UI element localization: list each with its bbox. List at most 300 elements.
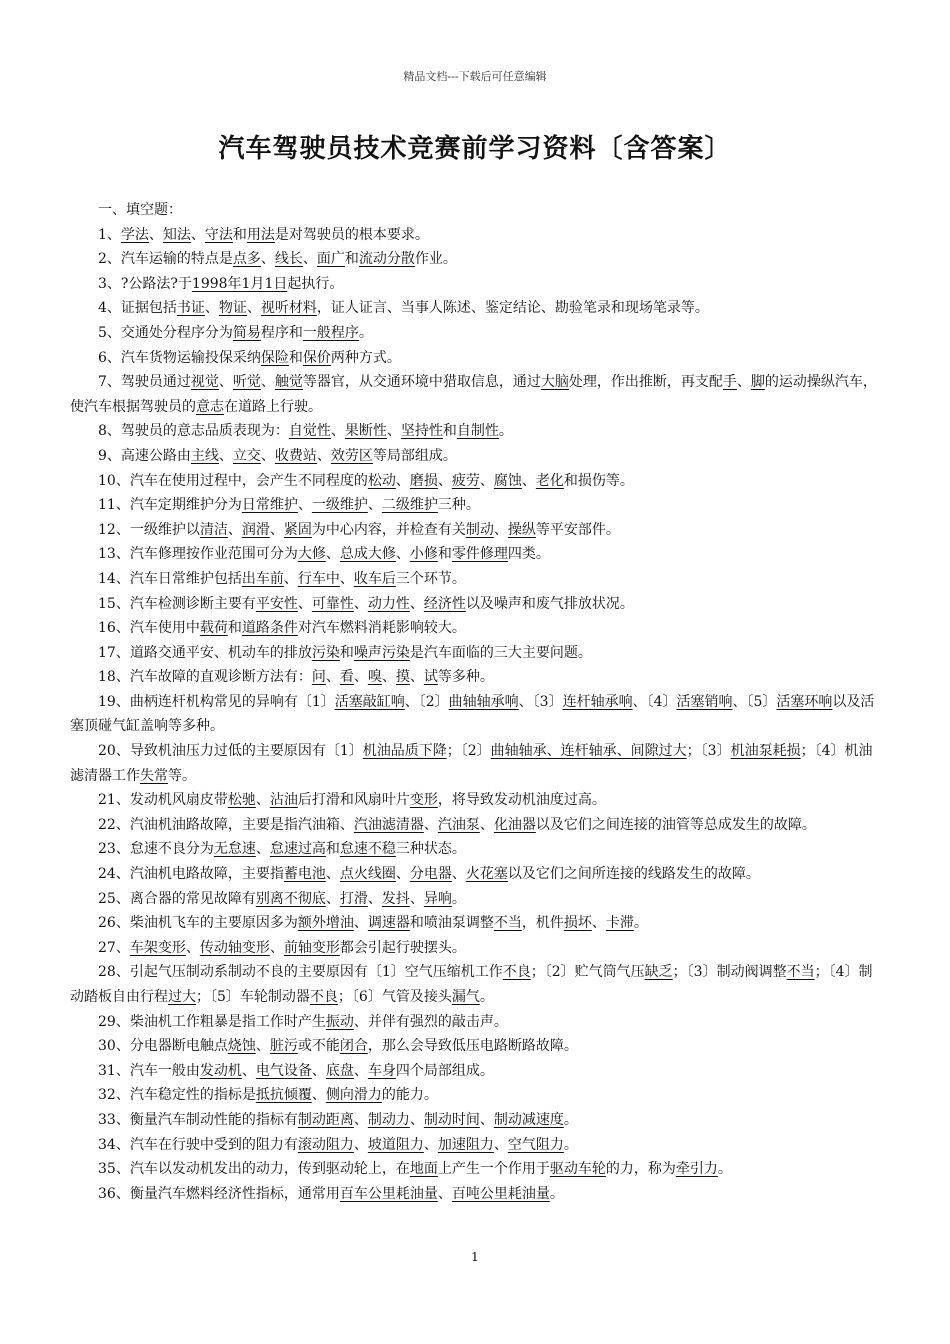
question-text: 的力，称为 — [605, 1161, 676, 1178]
question-text: 和 — [232, 226, 247, 243]
answer-text: 大修 — [297, 546, 326, 563]
answer-text: 闭合 — [339, 1038, 368, 1055]
question-item — [70, 1133, 885, 1158]
question-text: 四类。 — [507, 546, 550, 563]
question-text: 。 — [717, 1161, 732, 1178]
question-text: 以及它们之间所连接的线路发生的故障。 — [507, 866, 760, 883]
question-text: 、 — [325, 890, 340, 907]
question-text: 33、衡量汽车制动性能的指标有 — [98, 1111, 298, 1128]
page-number: 1 — [471, 1250, 479, 1264]
answer-text: 流动分散 — [358, 251, 415, 268]
answer-text: 漏气 — [451, 989, 480, 1005]
answer-text: 振动 — [325, 1013, 354, 1030]
question-text: 、 — [297, 497, 312, 514]
question-text: 、 — [241, 1062, 256, 1079]
question-item — [70, 1108, 885, 1133]
answer-text: 1998年1月1日 — [191, 275, 288, 292]
answer-text: 试 — [423, 669, 438, 686]
question-text: 、 — [255, 1038, 270, 1055]
question-text: 、 — [316, 447, 331, 464]
answer-text: 百吨公里耗油量 — [451, 1185, 550, 1202]
question-text: ，那么会导致低压电路断路故障。 — [367, 1038, 578, 1055]
answer-text: 活塞环响 — [776, 693, 833, 710]
question-text: 13、汽车修理按作业范围可分为 — [98, 546, 298, 563]
question-text: 、 — [451, 866, 466, 883]
answer-text: 电气设备 — [255, 1062, 312, 1079]
question-item — [70, 469, 885, 494]
question-text: 、 — [255, 841, 270, 858]
question-item — [70, 837, 885, 862]
question-text: 4、证据包括 — [98, 300, 177, 317]
question-text: 。 — [563, 1136, 578, 1153]
question-text: 32、汽车稳定性的指标是 — [98, 1087, 256, 1104]
question-text: 后打滑和风扇叶片 — [297, 792, 410, 809]
answer-text: 一般程序 — [302, 324, 359, 341]
question-text: 、 — [311, 1062, 326, 1079]
answer-text: 触觉 — [274, 374, 303, 391]
question-text: 以及它们之间连接的油管等总成发生的故障。 — [535, 816, 816, 833]
answer-text: 车架变形 — [129, 939, 186, 956]
question-text: 35、汽车以发动机发出的动力，传到驱动轮上，在 — [98, 1161, 410, 1178]
answer-text: 化油器 — [493, 816, 536, 833]
answer-text: 机油品质下降 — [362, 743, 447, 760]
question-text: 等平安部件。 — [535, 521, 620, 538]
answer-text: 汽油滤清器 — [353, 816, 424, 833]
answer-text: 不良 — [502, 964, 531, 981]
question-item — [70, 1059, 885, 1084]
question-text: 三个环节。 — [395, 570, 466, 587]
answer-text: 问 — [311, 669, 326, 686]
question-text: 、 — [246, 300, 261, 317]
answer-text: 动力性 — [367, 595, 410, 612]
answer-text: 主线 — [190, 447, 219, 464]
question-text: 6、汽车货物运输投保采纳 — [98, 349, 261, 366]
question-text: 、 — [353, 1136, 368, 1153]
question-text: ；〔2〕贮气筒气压 — [530, 964, 645, 981]
answer-text: 驱动车轮 — [549, 1161, 606, 1178]
question-text: 等。 — [168, 767, 196, 784]
answer-text: 视听材料 — [260, 300, 317, 317]
question-text: 、〔3〕 — [518, 693, 563, 710]
question-text: 、 — [493, 1136, 508, 1153]
question-text: 、 — [353, 669, 368, 686]
question-item — [70, 247, 885, 272]
answer-text: 无怠速 — [213, 841, 256, 858]
answer-text: 收费站 — [274, 447, 317, 464]
question-text: 等局部组成。 — [372, 447, 457, 464]
answer-text: 加速阻力 — [437, 1136, 494, 1153]
answer-text: 物证 — [218, 300, 247, 317]
question-text: 14、汽车日常维护包括 — [98, 570, 242, 587]
answer-text: 发抖 — [381, 890, 410, 907]
question-text: 、 — [493, 521, 508, 538]
question-text: 、 — [185, 939, 200, 956]
question-text: 、 — [297, 595, 312, 612]
answer-text: 蓄电池 — [283, 866, 326, 883]
question-text: 、 — [311, 1087, 326, 1104]
question-text: 、 — [353, 915, 368, 932]
answer-text: 一级维护 — [311, 497, 368, 514]
answer-text: 自制性 — [456, 423, 499, 440]
answer-text: 平安性 — [255, 595, 298, 612]
question-text: 、并伴有强烈的敲击声。 — [353, 1013, 508, 1030]
answer-text: 损坏 — [563, 915, 592, 932]
question-text: 25、离合器的常见故障有 — [98, 890, 256, 907]
question-text: 等多种。 — [437, 669, 494, 686]
question-text: 10、汽车在使用过程中，会产生不同程度的 — [98, 472, 368, 489]
question-text: 是汽车面临的三大主要问题。 — [409, 644, 592, 661]
question-text: 、 — [386, 423, 401, 440]
answer-text: 地面 — [409, 1161, 438, 1178]
question-text: 、 — [218, 447, 233, 464]
question-text: 、 — [423, 1136, 438, 1153]
question-text: 、 — [395, 472, 410, 489]
question-text: 对汽车燃料消耗影响较大。 — [297, 620, 466, 637]
question-text: ；〔2〕 — [446, 743, 491, 760]
question-item — [70, 690, 885, 739]
question-text: 、 — [260, 374, 275, 391]
question-item — [70, 1083, 885, 1108]
question-item — [70, 911, 885, 936]
question-text: 、 — [736, 374, 751, 391]
question-text: 、 — [204, 300, 219, 317]
question-text: 、〔2〕 — [404, 693, 449, 710]
answer-text: 不当 — [786, 964, 815, 981]
answer-text: 怠速过高 — [269, 841, 326, 858]
question-text: 和 — [325, 841, 340, 858]
answer-text: 二级维护 — [381, 497, 438, 514]
question-text: 、 — [269, 521, 284, 538]
answer-text: 听觉 — [232, 374, 261, 391]
answer-text: 载荷 — [199, 620, 228, 637]
header-note: 精品文档---下载后可任意编辑 — [403, 70, 547, 83]
question-text: 程序和 — [260, 324, 303, 341]
answer-text: 效劳区 — [330, 447, 373, 464]
answer-text: 传动轴变形 — [199, 939, 270, 956]
document-title: 汽车驾驶员技术竞赛前学习资料〔含答案〕 — [218, 134, 732, 164]
answer-text: 保价 — [302, 349, 331, 366]
answer-text: 简易 — [232, 324, 261, 341]
question-item — [70, 296, 885, 321]
question-text: 、 — [260, 447, 275, 464]
answer-text: 汽油泵 — [437, 816, 480, 833]
question-item — [70, 444, 885, 469]
answer-text: 抵抗倾覆 — [255, 1087, 312, 1104]
answer-text: 学法 — [120, 226, 149, 243]
question-item — [70, 419, 885, 444]
question-text: 。 — [479, 989, 494, 1005]
question-text: 。 — [358, 324, 373, 341]
question-text: 30、分电器断电触点 — [98, 1038, 228, 1055]
question-text: 16、汽车使用中 — [98, 620, 200, 637]
answer-text: 卡滞 — [605, 915, 634, 932]
question-item — [70, 346, 885, 371]
question-item — [70, 665, 885, 690]
question-item — [70, 223, 885, 248]
question-text: 等器官，从交通环境中猎取信息，通过 — [302, 374, 541, 391]
question-text: 和 — [227, 620, 242, 637]
question-text: 、 — [395, 866, 410, 883]
question-text: 、 — [325, 669, 340, 686]
question-text: 、 — [367, 890, 382, 907]
question-text: 、 — [409, 890, 424, 907]
question-text: 三种。 — [437, 497, 480, 514]
question-text: 18、汽车故障的直观诊断方法有： — [98, 669, 312, 686]
question-text: 22、汽油机油路故障，主要是指汽油箱、 — [98, 816, 354, 833]
document-body — [70, 198, 885, 1206]
answer-text: 果断性 — [344, 423, 387, 440]
answer-text: 总成大修 — [339, 546, 396, 563]
answer-text: 出车前 — [241, 570, 284, 587]
question-text: 34、汽车在行驶中受到的阻力有 — [98, 1136, 298, 1153]
question-text: 、 — [353, 1062, 368, 1079]
answer-text: 知法 — [162, 226, 191, 243]
answer-text: 点多 — [232, 251, 261, 268]
question-text: 以及噪声和废气排放状况。 — [465, 595, 634, 612]
answer-text: 前轴变形 — [283, 939, 340, 956]
answer-text: 烧蚀 — [227, 1038, 256, 1055]
answer-text: 连杆轴承响 — [562, 693, 633, 710]
answer-text: 火花塞 — [465, 866, 508, 883]
question-text: ；〔3〕 — [686, 743, 731, 760]
question-text: 和 — [344, 251, 359, 268]
question-text: 、 — [479, 816, 494, 833]
answer-text: 侧向滑力 — [325, 1087, 382, 1104]
answer-text: 自觉性 — [288, 423, 331, 440]
question-text: 7、驾驶员通过 — [98, 374, 191, 391]
question-text: 、 — [227, 521, 242, 538]
question-text: 和损伤等。 — [563, 472, 634, 489]
answer-text: 污染 — [311, 644, 340, 661]
answer-text: 松驰 — [227, 792, 256, 809]
question-text: 四个局部组成。 — [395, 1062, 494, 1079]
question-text: 、 — [325, 866, 340, 883]
answer-text: 不当 — [493, 915, 522, 932]
answer-text: 牵引力 — [675, 1161, 718, 1178]
answer-text: 机油泵耗损 — [730, 743, 801, 760]
question-text: 的能力。 — [381, 1087, 438, 1104]
question-text: 19、曲柄连杆机构常见的异响有〔1〕 — [98, 693, 335, 710]
question-text: 31、汽车一般由 — [98, 1062, 200, 1079]
question-text: 、 — [190, 226, 205, 243]
answer-text: 大脑 — [540, 374, 569, 391]
question-text: 和 — [339, 644, 354, 661]
answer-text: 别离不彻底 — [255, 890, 326, 907]
question-text: 。 — [498, 423, 513, 440]
section-heading: 一、填空题： — [98, 202, 182, 218]
answer-text: 曲轴轴承、连杆轴承、间隙过大 — [490, 743, 687, 760]
question-text: 、 — [260, 251, 275, 268]
answer-text: 立交 — [232, 447, 261, 464]
question-text: 2、汽车运输的特点是 — [98, 251, 233, 268]
question-text: 28、引起气压制动系制动不良的主要原因有〔1〕空气压缩机工作 — [98, 964, 503, 981]
question-text: 、 — [479, 472, 494, 489]
question-item — [70, 862, 885, 887]
question-text: ；〔5〕车轮制动器 — [196, 989, 310, 1005]
question-text: 29、柴油机工作粗暴是指工作时产生 — [98, 1013, 326, 1030]
answer-text: 松动 — [367, 472, 396, 489]
question-text: 21、发动机风扇皮带 — [98, 792, 228, 809]
question-item — [70, 1034, 885, 1059]
question-text: 、 — [283, 570, 298, 587]
answer-text: 行车中 — [297, 570, 340, 587]
question-text: 、 — [325, 546, 340, 563]
answer-text: 制动减速度 — [493, 1111, 564, 1128]
answer-text: 书证 — [176, 300, 205, 317]
question-text: 、 — [395, 546, 410, 563]
question-text: 、 — [521, 472, 536, 489]
answer-text: 保险 — [260, 349, 289, 366]
answer-text: 噪声污染 — [353, 644, 410, 661]
question-text: 15、汽车检测诊断主要有 — [98, 595, 256, 612]
question-item — [70, 493, 885, 518]
answer-text: 不良 — [309, 989, 338, 1005]
question-text: 或不能 — [297, 1038, 340, 1055]
answer-text: 磨损 — [409, 472, 438, 489]
question-text: 、 — [330, 423, 345, 440]
question-text: 起执行。 — [287, 275, 344, 292]
question-text: 、 — [255, 792, 270, 809]
question-text: 、 — [423, 816, 438, 833]
answer-text: 过大 — [168, 989, 196, 1005]
answer-text: 老化 — [535, 472, 564, 489]
question-item — [70, 936, 885, 961]
answer-text: 道路条件 — [241, 620, 298, 637]
question-text: 、 — [479, 1111, 494, 1128]
answer-text: 变形 — [409, 792, 438, 809]
question-text: 和 — [442, 423, 457, 440]
answer-text: 滚动阻力 — [297, 1136, 354, 1153]
question-text: 。 — [549, 1185, 564, 1202]
question-text: 36、衡量汽车燃料经济性指标，通常用 — [98, 1185, 340, 1202]
question-item — [70, 1157, 885, 1182]
question-text: 、 — [437, 1185, 452, 1202]
question-item — [70, 1182, 885, 1207]
answer-text: 制动 — [465, 521, 494, 538]
answer-text: 制动时间 — [423, 1111, 480, 1128]
question-text: 17、道路交通平安、机动车的排放 — [98, 644, 312, 661]
answer-text: 活塞销响 — [676, 693, 733, 710]
question-text: 和 — [288, 349, 303, 366]
question-item — [70, 739, 885, 788]
answer-text: 脏污 — [269, 1038, 298, 1055]
question-text: 11、汽车定期维护分为 — [98, 497, 242, 514]
answer-text: 经济性 — [423, 595, 466, 612]
answer-text: 守法 — [204, 226, 233, 243]
answer-text: 操纵 — [507, 521, 536, 538]
answer-text: 手 — [722, 374, 737, 391]
answer-text: 脚 — [750, 374, 765, 391]
answer-text: 疲劳 — [451, 472, 480, 489]
answer-text: 收车后 — [353, 570, 396, 587]
answer-text: 怠速不稳 — [339, 841, 396, 858]
question-text: ；〔4〕制动踏板自由行程 — [70, 964, 873, 1005]
question-text: ，证人证言、当事人陈述、鉴定结论、勘验笔录和现场笔录等。 — [316, 300, 709, 317]
answer-text: 坚持性 — [400, 423, 443, 440]
question-text: 的运动操纵汽车，使汽车根据驾驶员的 — [70, 374, 877, 415]
question-text: 、 — [591, 915, 606, 932]
question-text: 8、驾驶员的意志品质表现为： — [98, 423, 289, 440]
question-text: 和喷油泵调整 — [409, 915, 494, 932]
question-text: 处理，作出推断，再支配 — [568, 374, 723, 391]
answer-text: 沾油 — [269, 792, 298, 809]
answer-text: 百车公里耗油量 — [339, 1185, 438, 1202]
question-item — [70, 592, 885, 617]
question-text: 、 — [302, 251, 317, 268]
question-text: 、 — [339, 570, 354, 587]
answer-text: 清洁 — [199, 521, 228, 538]
answer-text: 异响 — [423, 890, 452, 907]
question-text: 、〔4〕 — [632, 693, 677, 710]
question-text: 12、一级维护以 — [98, 521, 200, 538]
question-text: 、 — [409, 669, 424, 686]
question-text: ，将导致发动机油度过高。 — [437, 792, 606, 809]
answer-text: 额外增油 — [297, 915, 354, 932]
answer-text: 嗅 — [367, 669, 382, 686]
question-text: ，机件 — [521, 915, 564, 932]
question-text: 上产生一个作用于 — [437, 1161, 550, 1178]
answer-text: 腐蚀 — [493, 472, 522, 489]
question-text: 以及活塞顶碰气缸盖响等多种。 — [70, 693, 875, 735]
question-text: 。 — [633, 915, 648, 932]
question-text: 24、汽油机电路故障，主要指 — [98, 866, 284, 883]
question-item — [70, 641, 885, 666]
answer-text: 零件修理 — [451, 546, 508, 563]
question-text: 。 — [563, 1111, 578, 1128]
question-text: 1、 — [98, 226, 121, 243]
answer-text: 润滑 — [241, 521, 270, 538]
question-text: 作业。 — [414, 251, 457, 268]
question-item — [70, 616, 885, 641]
answer-text: 空气阻力 — [507, 1136, 564, 1153]
answer-text: 打滑 — [339, 890, 368, 907]
question-text: 是对驾驶员的根本要求。 — [274, 226, 429, 243]
question-text: 、 — [409, 595, 424, 612]
question-item — [70, 321, 885, 346]
answer-text: 摸 — [395, 669, 410, 686]
answer-text: 面广 — [316, 251, 345, 268]
answer-text: 发动机 — [199, 1062, 242, 1079]
answer-text: 日常维护 — [241, 497, 298, 514]
answer-text: 失常 — [140, 767, 168, 784]
answer-text: 底盘 — [325, 1062, 354, 1079]
answer-text: 视觉 — [190, 374, 219, 391]
answer-text: 小修 — [409, 546, 438, 563]
question-text: ；〔4〕机油滤清器工作 — [70, 743, 873, 784]
question-text: 、 — [353, 1111, 368, 1128]
question-text: 、〔5〕 — [732, 693, 777, 710]
question-item — [70, 542, 885, 567]
question-text: ；〔6〕气管及接头 — [337, 989, 452, 1005]
answer-text: 制动力 — [367, 1111, 410, 1128]
question-item — [70, 518, 885, 543]
answer-text: 紧固 — [283, 521, 312, 538]
question-text: 、 — [409, 1111, 424, 1128]
question-item — [70, 813, 885, 838]
question-text: 23、怠速不良分为 — [98, 841, 214, 858]
answer-text: 调速器 — [367, 915, 410, 932]
question-text: 20、导致机油压力过低的主要原因有〔1〕 — [98, 743, 363, 760]
question-item — [70, 272, 885, 297]
question-text: 、 — [269, 939, 284, 956]
question-text: 和 — [437, 546, 452, 563]
question-text: 26、柴油机飞车的主要原因多为 — [98, 915, 298, 932]
question-item — [70, 1010, 885, 1035]
answer-text: 车身 — [367, 1062, 396, 1079]
question-text: 、 — [437, 472, 452, 489]
question-text: 都会引起行驶摆头。 — [339, 939, 466, 956]
question-item — [70, 960, 885, 1009]
